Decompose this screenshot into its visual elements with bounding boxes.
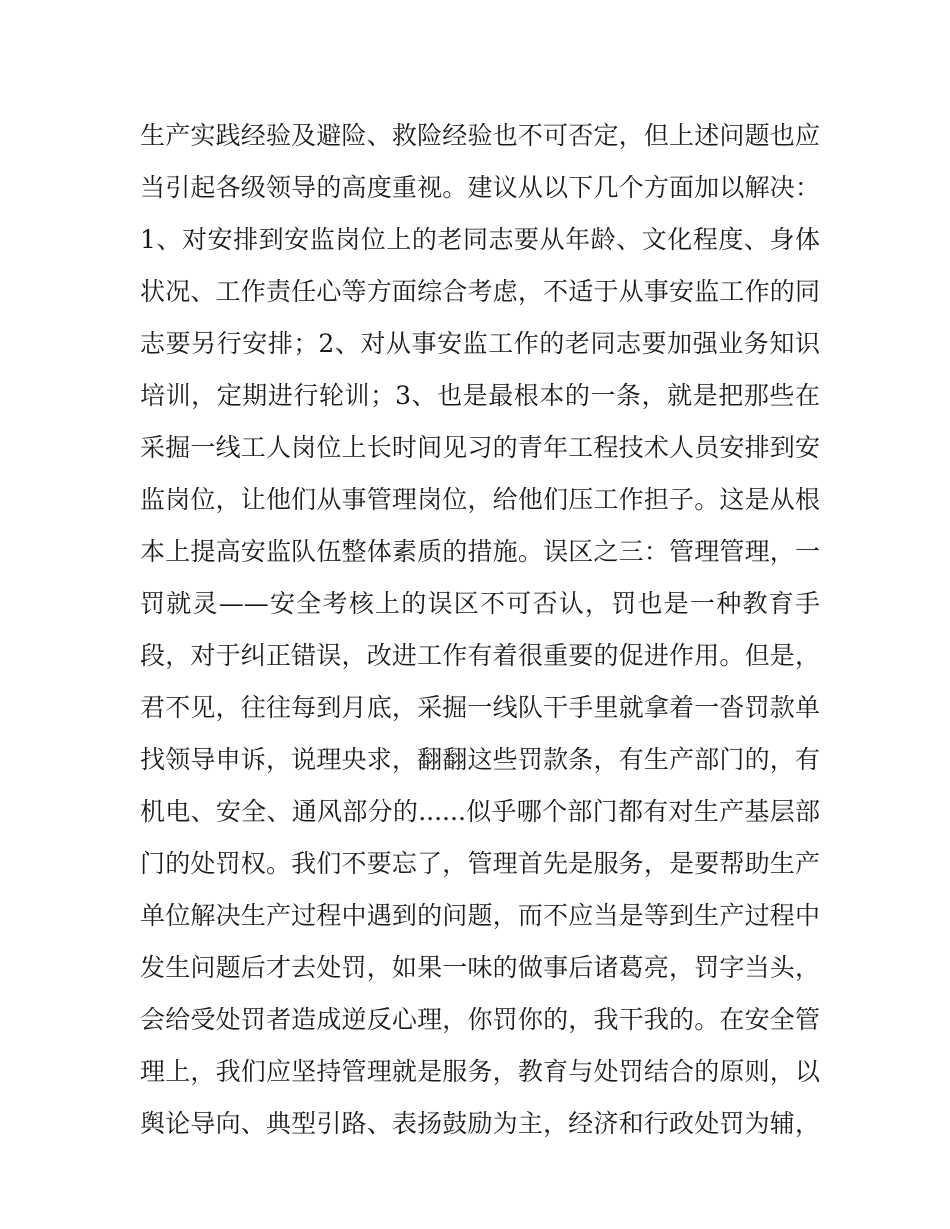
text-line: 采掘一线工人岗位上长时间见习的青年工程技术人员安排到安: [140, 433, 820, 462]
text-line: 1、对安排到安监岗位上的老同志要从年龄、文化程度、身体: [140, 225, 820, 254]
text-line: 志要另行安排；2、对从事安监工作的老同志要加强业务知识: [140, 329, 820, 358]
text-line: 罚就灵——安全考核上的误区不可否认，罚也是一种教育手: [140, 589, 820, 618]
text-line: 发生问题后才去处罚，如果一味的做事后诸葛亮，罚字当头，: [140, 953, 820, 982]
text-line: 段，对于纠正错误，改进工作有着很重要的促进作用。但是，: [140, 641, 820, 670]
body-text: [140, 110, 820, 1150]
text-line: 单位解决生产过程中遇到的问题，而不应当是等到生产过程中: [140, 901, 820, 930]
text-line: 机电、安全、通风部分的......似乎哪个部门都有对生产基层部: [140, 797, 820, 826]
text-line: 监岗位，让他们从事管理岗位，给他们压工作担子。这是从根: [140, 485, 820, 514]
text-line: 找领导申诉，说理央求，翻翻这些罚款条，有生产部门的，有: [140, 745, 820, 774]
text-line: 门的处罚权。我们不要忘了，管理首先是服务，是要帮助生产: [140, 849, 820, 878]
text-line: 舆论导向、典型引路、表扬鼓励为主，经济和行政处罚为辅，: [140, 1109, 820, 1138]
text-line: 生产实践经验及避险、救险经验也不可否定，但上述问题也应: [140, 121, 820, 150]
text-line: 会给受处罚者造成逆反心理，你罚你的，我干我的。在安全管: [140, 1005, 820, 1034]
text-line: 君不见，往往每到月底，采掘一线队干手里就拿着一沓罚款单: [140, 693, 820, 722]
text-line: 培训，定期进行轮训；3、也是最根本的一条，就是把那些在: [140, 381, 820, 410]
text-line: 本上提高安监队伍整体素质的措施。误区之三：管理管理，一: [140, 537, 820, 566]
text-line: 状况、工作责任心等方面综合考虑，不适于从事安监工作的同: [140, 277, 820, 306]
text-line: 当引起各级领导的高度重视。建议从以下几个方面加以解决：: [140, 173, 820, 202]
text-line: 理上，我们应坚持管理就是服务，教育与处罚结合的原则，以: [140, 1057, 820, 1086]
